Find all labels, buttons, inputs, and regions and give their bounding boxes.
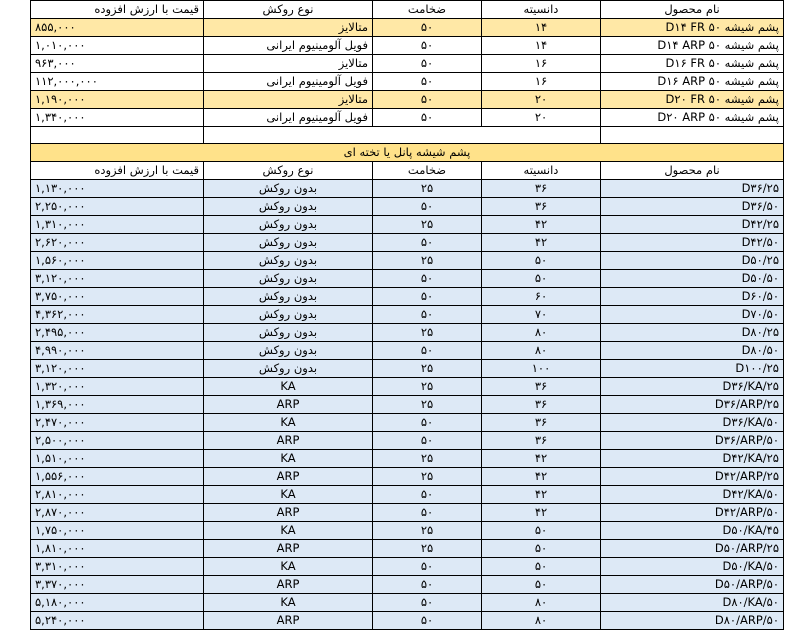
table-row: [31, 540, 784, 558]
thickness-cell: ۵۰: [373, 73, 482, 91]
cover-type-cell: KA: [204, 414, 373, 432]
cover-type-cell: KA: [204, 378, 373, 396]
cover-type-cell: بدون روکش: [204, 342, 373, 360]
thickness-cell: ۵۰: [373, 288, 482, 306]
thickness-cell: ۵۰: [373, 198, 482, 216]
thickness-cell: ۲۵: [373, 540, 482, 558]
product-name-cell: D۵۰/۵۰: [601, 270, 784, 288]
spacer-cell: [31, 127, 204, 144]
product-name-cell: پشم شیشه D۲۰ FR ۵۰: [601, 91, 784, 109]
thickness-cell: ۲۵: [373, 180, 482, 198]
density-cell: ۵۰: [482, 576, 601, 594]
price-cell: ۱,۸۱۰,۰۰۰: [31, 540, 204, 558]
price-cell: ۲,۲۵۰,۰۰۰: [31, 198, 204, 216]
thickness-cell: ۵۰: [373, 486, 482, 504]
density-cell: ۸۰: [482, 324, 601, 342]
price-cell: ۳,۱۲۰,۰۰۰: [31, 270, 204, 288]
density-cell: ۱۰۰: [482, 360, 601, 378]
thickness-cell: ۲۵: [373, 450, 482, 468]
density-cell: ۵۰: [482, 540, 601, 558]
product-name-cell: D۳۶/ARP/۲۵: [601, 396, 784, 414]
table-row: [31, 270, 784, 288]
product-name-cell: D۴۲/ARP/۵۰: [601, 504, 784, 522]
price-cell: ۲,۵۰۰,۰۰۰: [31, 432, 204, 450]
header-density: دانسیته: [482, 162, 601, 180]
header-cover: نوع روکش: [204, 1, 373, 19]
cover-type-cell: KA: [204, 594, 373, 612]
product-name-cell: D۵۰/ARP/۵۰: [601, 576, 784, 594]
table-row: [31, 37, 784, 55]
product-name-cell: D۴۲/KA/۲۵: [601, 450, 784, 468]
cover-type-cell: بدون روکش: [204, 216, 373, 234]
cover-type-cell: ARP: [204, 576, 373, 594]
density-cell: ۵۰: [482, 558, 601, 576]
price-cell: ۱,۵۵۶,۰۰۰: [31, 468, 204, 486]
table-row: [31, 198, 784, 216]
density-cell: ۴۲: [482, 468, 601, 486]
cover-type-cell: بدون روکش: [204, 252, 373, 270]
price-cell: ۳,۱۲۰,۰۰۰: [31, 360, 204, 378]
price-cell: ۲,۴۷۰,۰۰۰: [31, 414, 204, 432]
price-cell: ۱,۳۲۰,۰۰۰: [31, 378, 204, 396]
spacer-cell: [204, 127, 373, 144]
cover-type-cell: KA: [204, 558, 373, 576]
price-cell: ۵,۲۴۰,۰۰۰: [31, 612, 204, 630]
section-title-row: [31, 144, 784, 162]
thickness-cell: ۵۰: [373, 91, 482, 109]
thickness-cell: ۵۰: [373, 594, 482, 612]
thickness-cell: ۵۰: [373, 432, 482, 450]
price-cell: ۱,۳۱۰,۰۰۰: [31, 216, 204, 234]
price-cell: ۱,۳۴۰,۰۰۰: [31, 109, 204, 127]
header-name: نام محصول: [601, 1, 784, 19]
table-row: [31, 55, 784, 73]
table1-header-row: [31, 1, 784, 19]
cover-type-cell: KA: [204, 450, 373, 468]
product-name-cell: D۵۰/ARP/۲۵: [601, 540, 784, 558]
density-cell: ۸۰: [482, 612, 601, 630]
density-cell: ۸۰: [482, 594, 601, 612]
product-name-cell: D۵۰/KA/۴۵: [601, 522, 784, 540]
cover-type-cell: فویل آلومینیوم ایرانی: [204, 109, 373, 127]
density-cell: ۲۰: [482, 91, 601, 109]
spacer-cell: [601, 127, 784, 144]
density-cell: ۵۰: [482, 252, 601, 270]
density-cell: ۴۲: [482, 234, 601, 252]
header-price: قیمت با ارزش افزوده: [31, 1, 204, 19]
thickness-cell: ۲۵: [373, 360, 482, 378]
thickness-cell: ۵۰: [373, 19, 482, 37]
table-row: [31, 73, 784, 91]
cover-type-cell: بدون روکش: [204, 198, 373, 216]
thickness-cell: ۲۵: [373, 468, 482, 486]
price-cell: ۳,۳۷۰,۰۰۰: [31, 576, 204, 594]
table-row: [31, 360, 784, 378]
density-cell: ۳۶: [482, 198, 601, 216]
price-spreadsheet: [30, 0, 779, 630]
price-cell: ۸۵۵,۰۰۰: [31, 19, 204, 37]
header-cover: نوع روکش: [204, 162, 373, 180]
density-cell: ۴۲: [482, 504, 601, 522]
header-density: دانسیته: [482, 1, 601, 19]
product-name-cell: D۸۰/KA/۵۰: [601, 594, 784, 612]
table-row: [31, 288, 784, 306]
product-name-cell: پشم شیشه D۱۴ ARP ۵۰: [601, 37, 784, 55]
price-cell: ۳,۷۵۰,۰۰۰: [31, 288, 204, 306]
table-row: [31, 486, 784, 504]
product-name-cell: D۱۰۰/۲۵: [601, 360, 784, 378]
product-name-cell: پشم شیشه D۱۴ FR ۵۰: [601, 19, 784, 37]
cover-type-cell: ARP: [204, 468, 373, 486]
thickness-cell: ۵۰: [373, 612, 482, 630]
density-cell: ۷۰: [482, 306, 601, 324]
product-name-cell: D۸۰/ARP/۵۰: [601, 612, 784, 630]
cover-type-cell: فویل آلومینیوم ایرانی: [204, 37, 373, 55]
product-name-cell: D۸۰/۵۰: [601, 342, 784, 360]
table-row: [31, 216, 784, 234]
thickness-cell: ۵۰: [373, 558, 482, 576]
price-cell: ۱,۳۶۹,۰۰۰: [31, 396, 204, 414]
header-name: نام محصول: [601, 162, 784, 180]
product-name-cell: D۳۶/KA/۵۰: [601, 414, 784, 432]
density-cell: ۳۶: [482, 432, 601, 450]
thickness-cell: ۲۵: [373, 324, 482, 342]
thickness-cell: ۵۰: [373, 342, 482, 360]
density-cell: ۲۰: [482, 109, 601, 127]
table-row: [31, 396, 784, 414]
density-cell: ۴۲: [482, 486, 601, 504]
spacer-cell: [373, 127, 482, 144]
table-row: [31, 180, 784, 198]
price-cell: ۵,۱۸۰,۰۰۰: [31, 594, 204, 612]
thickness-cell: ۵۰: [373, 55, 482, 73]
table-row: [31, 234, 784, 252]
cover-type-cell: ARP: [204, 612, 373, 630]
table-row: [31, 252, 784, 270]
price-cell: ۱,۰۱۰,۰۰۰: [31, 37, 204, 55]
cover-type-cell: KA: [204, 486, 373, 504]
thickness-cell: ۵۰: [373, 576, 482, 594]
spacer-cell: [482, 127, 601, 144]
table-row: [31, 612, 784, 630]
table-row: [31, 576, 784, 594]
density-cell: ۴۲: [482, 450, 601, 468]
header-price: قیمت با ارزش افزوده: [31, 162, 204, 180]
price-cell: ۱۱۲,۰۰۰,۰۰۰: [31, 73, 204, 91]
product-name-cell: D۳۶/KA/۲۵: [601, 378, 784, 396]
density-cell: ۵۰: [482, 270, 601, 288]
table-row: [31, 522, 784, 540]
thickness-cell: ۵۰: [373, 37, 482, 55]
cover-type-cell: بدون روکش: [204, 234, 373, 252]
cover-type-cell: ARP: [204, 396, 373, 414]
table-row: [31, 468, 784, 486]
cover-type-cell: متالایز: [204, 19, 373, 37]
density-cell: ۳۶: [482, 396, 601, 414]
table-row: [31, 594, 784, 612]
cover-type-cell: KA: [204, 522, 373, 540]
cover-type-cell: ARP: [204, 504, 373, 522]
table-row: [31, 504, 784, 522]
price-cell: ۴,۹۹۰,۰۰۰: [31, 342, 204, 360]
density-cell: ۸۰: [482, 342, 601, 360]
product-name-cell: D۳۶/۵۰: [601, 198, 784, 216]
density-cell: ۵۰: [482, 522, 601, 540]
cover-type-cell: بدون روکش: [204, 288, 373, 306]
price-cell: ۱,۷۵۰,۰۰۰: [31, 522, 204, 540]
thickness-cell: ۲۵: [373, 216, 482, 234]
product-name-cell: پشم شیشه D۱۶ FR ۵۰: [601, 55, 784, 73]
product-name-cell: D۸۰/۲۵: [601, 324, 784, 342]
thickness-cell: ۲۵: [373, 252, 482, 270]
header-thickness: ضخامت: [373, 1, 482, 19]
product-name-cell: D۴۲/ARP/۲۵: [601, 468, 784, 486]
price-cell: ۱,۱۹۰,۰۰۰: [31, 91, 204, 109]
price-cell: ۴,۳۶۲,۰۰۰: [31, 306, 204, 324]
section-title: پشم شیشه پانل یا تخته ای: [31, 144, 784, 162]
product-name-cell: پشم شیشه D۱۶ ARP ۵۰: [601, 73, 784, 91]
product-name-cell: D۴۲/KA/۵۰: [601, 486, 784, 504]
density-cell: ۱۴: [482, 19, 601, 37]
cover-type-cell: ARP: [204, 540, 373, 558]
product-name-cell: D۴۲/۵۰: [601, 234, 784, 252]
price-table: [30, 0, 784, 630]
thickness-cell: ۲۵: [373, 378, 482, 396]
table-row: [31, 558, 784, 576]
product-name-cell: D۶۰/۵۰: [601, 288, 784, 306]
thickness-cell: ۵۰: [373, 109, 482, 127]
thickness-cell: ۵۰: [373, 414, 482, 432]
cover-type-cell: متالایز: [204, 91, 373, 109]
cover-type-cell: بدون روکش: [204, 360, 373, 378]
cover-type-cell: فویل آلومینیوم ایرانی: [204, 73, 373, 91]
thickness-cell: ۵۰: [373, 270, 482, 288]
product-name-cell: D۵۰/۲۵: [601, 252, 784, 270]
price-cell: ۲,۶۲۰,۰۰۰: [31, 234, 204, 252]
table-row: [31, 91, 784, 109]
thickness-cell: ۵۰: [373, 504, 482, 522]
product-name-cell: D۵۰/KA/۵۰: [601, 558, 784, 576]
density-cell: ۱۴: [482, 37, 601, 55]
table2-header-row: [31, 162, 784, 180]
table-row: [31, 378, 784, 396]
price-cell: ۱,۵۶۰,۰۰۰: [31, 252, 204, 270]
cover-type-cell: بدون روکش: [204, 324, 373, 342]
price-cell: ۱,۱۳۰,۰۰۰: [31, 180, 204, 198]
product-name-cell: D۳۶/ARP/۵۰: [601, 432, 784, 450]
thickness-cell: ۵۰: [373, 234, 482, 252]
price-cell: ۲,۴۹۵,۰۰۰: [31, 324, 204, 342]
density-cell: ۳۶: [482, 414, 601, 432]
table-row: [31, 324, 784, 342]
density-cell: ۴۲: [482, 216, 601, 234]
thickness-cell: ۵۰: [373, 306, 482, 324]
product-name-cell: D۴۲/۲۵: [601, 216, 784, 234]
thickness-cell: ۲۵: [373, 522, 482, 540]
header-thickness: ضخامت: [373, 162, 482, 180]
price-cell: ۲,۸۷۰,۰۰۰: [31, 504, 204, 522]
product-name-cell: D۷۰/۵۰: [601, 306, 784, 324]
cover-type-cell: متالایز: [204, 55, 373, 73]
product-name-cell: پشم شیشه D۲۰ ARP ۵۰: [601, 109, 784, 127]
table-row: [31, 19, 784, 37]
cover-type-cell: بدون روکش: [204, 270, 373, 288]
table-row: [31, 450, 784, 468]
price-cell: ۱,۵۱۰,۰۰۰: [31, 450, 204, 468]
cover-type-cell: ARP: [204, 432, 373, 450]
price-cell: ۲,۸۱۰,۰۰۰: [31, 486, 204, 504]
table-row: [31, 109, 784, 127]
cover-type-cell: بدون روکش: [204, 180, 373, 198]
table-row: [31, 306, 784, 324]
price-cell: ۹۶۳,۰۰۰: [31, 55, 204, 73]
cover-type-cell: بدون روکش: [204, 306, 373, 324]
product-name-cell: D۳۶/۲۵: [601, 180, 784, 198]
thickness-cell: ۲۵: [373, 396, 482, 414]
table-row: [31, 342, 784, 360]
price-cell: ۳,۳۱۰,۰۰۰: [31, 558, 204, 576]
density-cell: ۱۶: [482, 55, 601, 73]
table-row: [31, 432, 784, 450]
density-cell: ۶۰: [482, 288, 601, 306]
density-cell: ۱۶: [482, 73, 601, 91]
table-row: [31, 414, 784, 432]
spacer-row: [31, 127, 784, 144]
density-cell: ۳۶: [482, 378, 601, 396]
density-cell: ۳۶: [482, 180, 601, 198]
